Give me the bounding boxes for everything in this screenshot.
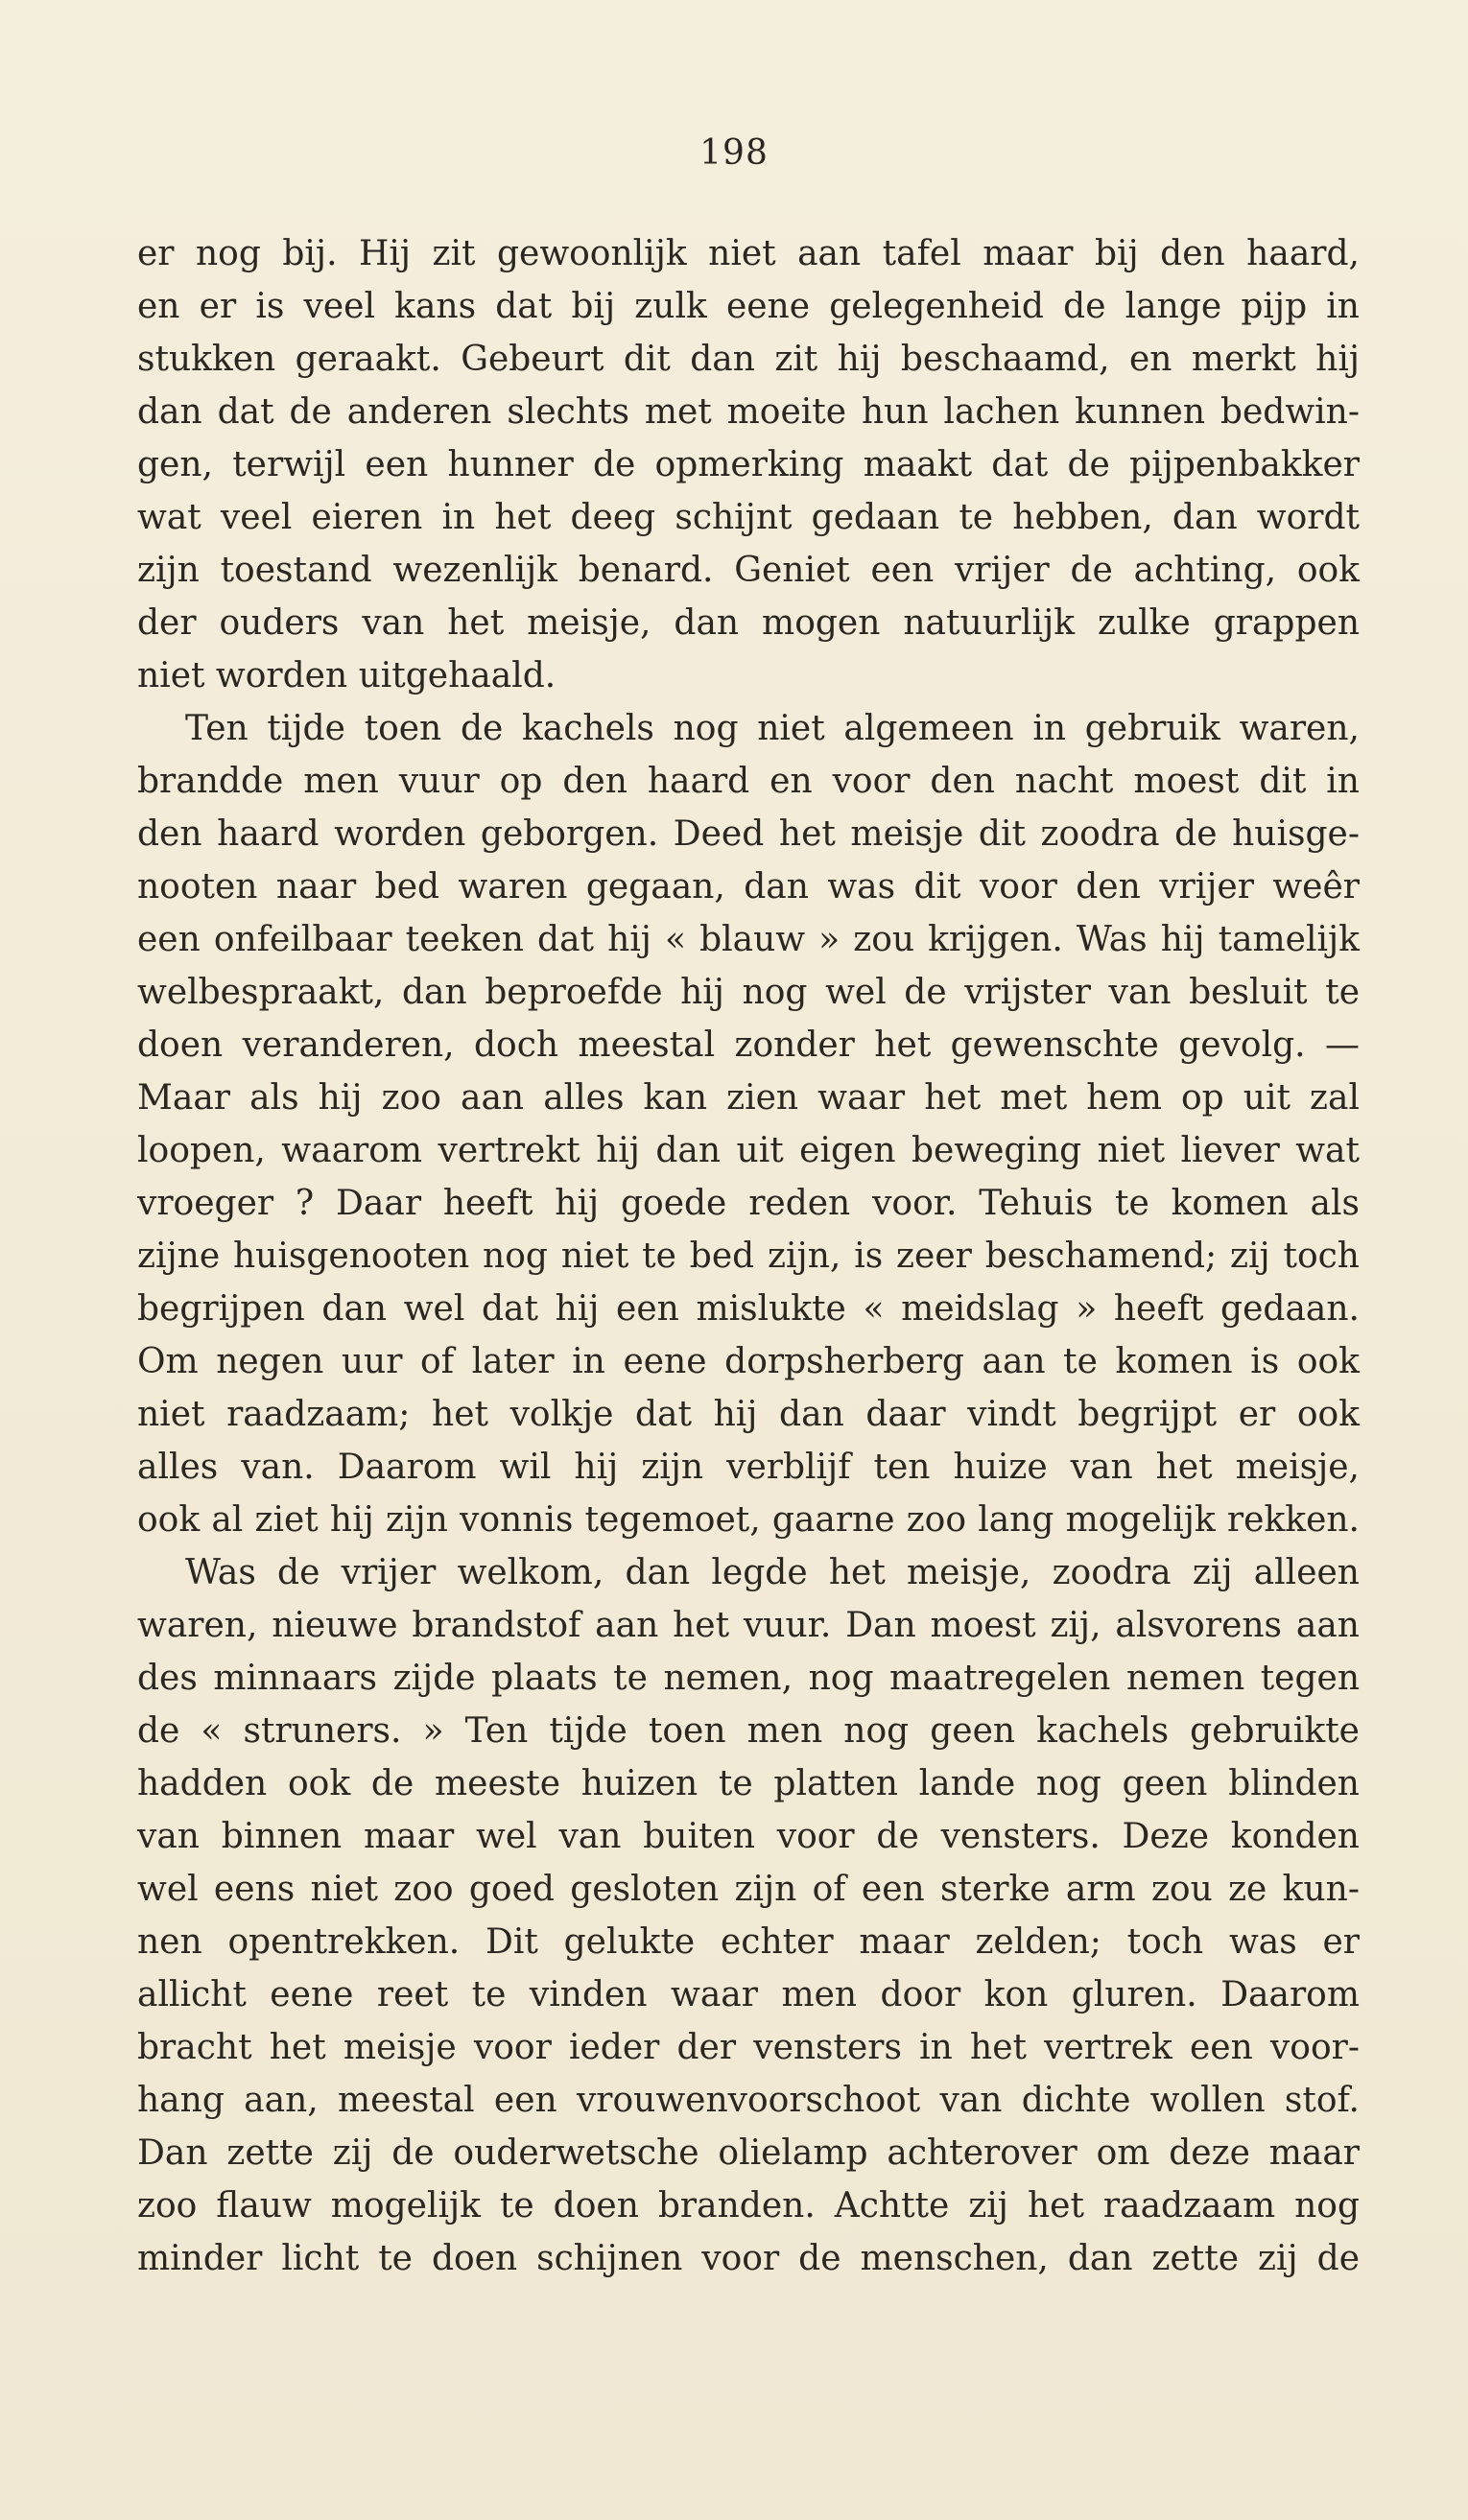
text-line: vroeger ? Daar heeft hij goede reden voor. Tehuis te komen als	[137, 1184, 1360, 1223]
text-line: des minnaars zijde plaats te nemen, nog maatregelen nemen tegen	[137, 1659, 1360, 1698]
text-line: Dan zette zij de ouderwetsche olielamp achterover om deze maar	[137, 2133, 1360, 2173]
text-line: hadden ook de meeste huizen te platten lande nog geen blinden	[137, 1764, 1360, 1803]
text-line: welbespraakt, dan beproefde hij nog wel de vrijster van besluit te	[137, 973, 1360, 1012]
text-line: zoo flauw mogelijk te doen branden. Achtte zij het raadzaam nog	[137, 2186, 1360, 2226]
text-line: de « struners. » Ten tijde toen men nog geen kachels gebruikte	[137, 1711, 1360, 1751]
text-line: er nog bij. Hij zit gewoonlijk niet aan tafel maar bij den haard,	[137, 234, 1360, 273]
text-line: bracht het meisje voor ieder der vensters in het vertrek een voor-	[137, 2028, 1360, 2067]
text-line: dan dat de anderen slechts met moeite hun lachen kunnen bedwin-	[137, 392, 1360, 432]
text-line: den haard worden geborgen. Deed het meisje dit zoodra de huisge-	[137, 814, 1360, 854]
text-line: en er is veel kans dat bij zulk eene gelegenheid de lange pijp in	[137, 287, 1360, 326]
text-line: brandde men vuur op den haard en voor den nacht moest dit in	[137, 762, 1360, 801]
text-line: hang aan, meestal een vrouwenvoorschoot van dichte wollen stof.	[137, 2081, 1360, 2120]
text-line: gen, terwijl een hunner de opmerking maakt dat de pijpenbakker	[137, 445, 1360, 484]
text-line: allicht eene reet te vinden waar men door kon gluren. Daarom	[137, 1975, 1360, 2014]
text-line: loopen, waarom vertrekt hij dan uit eigen beweging niet liever wat	[137, 1131, 1360, 1170]
text-line: nooten naar bed waren gegaan, dan was dit voor den vrijer weêr	[137, 867, 1360, 907]
text-line: zijn toestand wezenlijk benard. Geniet een vrijer de achting, ook	[137, 551, 1360, 590]
text-line: doen veranderen, doch meestal zonder het gewenschte gevolg. —	[137, 1025, 1360, 1065]
text-line: Maar als hij zoo aan alles kan zien waar het met hem op uit zal	[137, 1078, 1360, 1118]
text-line: wel eens niet zoo goed gesloten zijn of een sterke arm zou ze kun-	[137, 1870, 1360, 1909]
text-line: stukken geraakt. Gebeurt dit dan zit hij beschaamd, en merkt hij	[137, 340, 1360, 379]
text-line: wat veel eieren in het deeg schijnt gedaan te hebben, dan wordt	[137, 498, 1360, 537]
text-line: Om negen uur of later in eene dorpsherberg aan te komen is ook	[137, 1342, 1360, 1381]
text-line: zijne huisgenooten nog niet te bed zijn, is zeer beschamend; zij toch	[137, 1236, 1360, 1276]
text-line: der ouders van het meisje, dan mogen natuurlijk zulke grappen	[137, 603, 1360, 643]
text-line: een onfeilbaar teeken dat hij « blauw » zou krijgen. Was hij tamelijk	[137, 920, 1360, 959]
text-line: alles van. Daarom wil hij zijn verblijf ten huize van het meisje,	[137, 1448, 1360, 1487]
text-line: Was de vrijer welkom, dan legde het meisje, zoodra zij alleen	[185, 1553, 1360, 1592]
text-line: ook al ziet hij zijn vonnis tegemoet, gaarne zoo lang mogelijk rekken.	[137, 1500, 1360, 1540]
text-line: waren, nieuwe brandstof aan het vuur. Dan moest zij, alsvorens aan	[137, 1606, 1360, 1645]
text-line: van binnen maar wel van buiten voor de vensters. Deze konden	[137, 1817, 1360, 1856]
body-text	[137, 227, 1360, 2285]
text-line: minder licht te doen schijnen voor de menschen, dan zette zij de	[137, 2239, 1360, 2278]
page-number: 198	[699, 133, 769, 173]
text-line: begrijpen dan wel dat hij een mislukte « meidslag » heeft gedaan.	[137, 1289, 1360, 1329]
text-line: Ten tijde toen de kachels nog niet algemeen in gebruik waren,	[185, 709, 1360, 748]
text-line: niet raadzaam; het volkje dat hij dan daar vindt begrijpt er ook	[137, 1395, 1360, 1434]
text-line: niet worden uitgehaald.	[137, 656, 556, 695]
text-line: nen opentrekken. Dit gelukte echter maar zelden; toch was er	[137, 1922, 1360, 1962]
